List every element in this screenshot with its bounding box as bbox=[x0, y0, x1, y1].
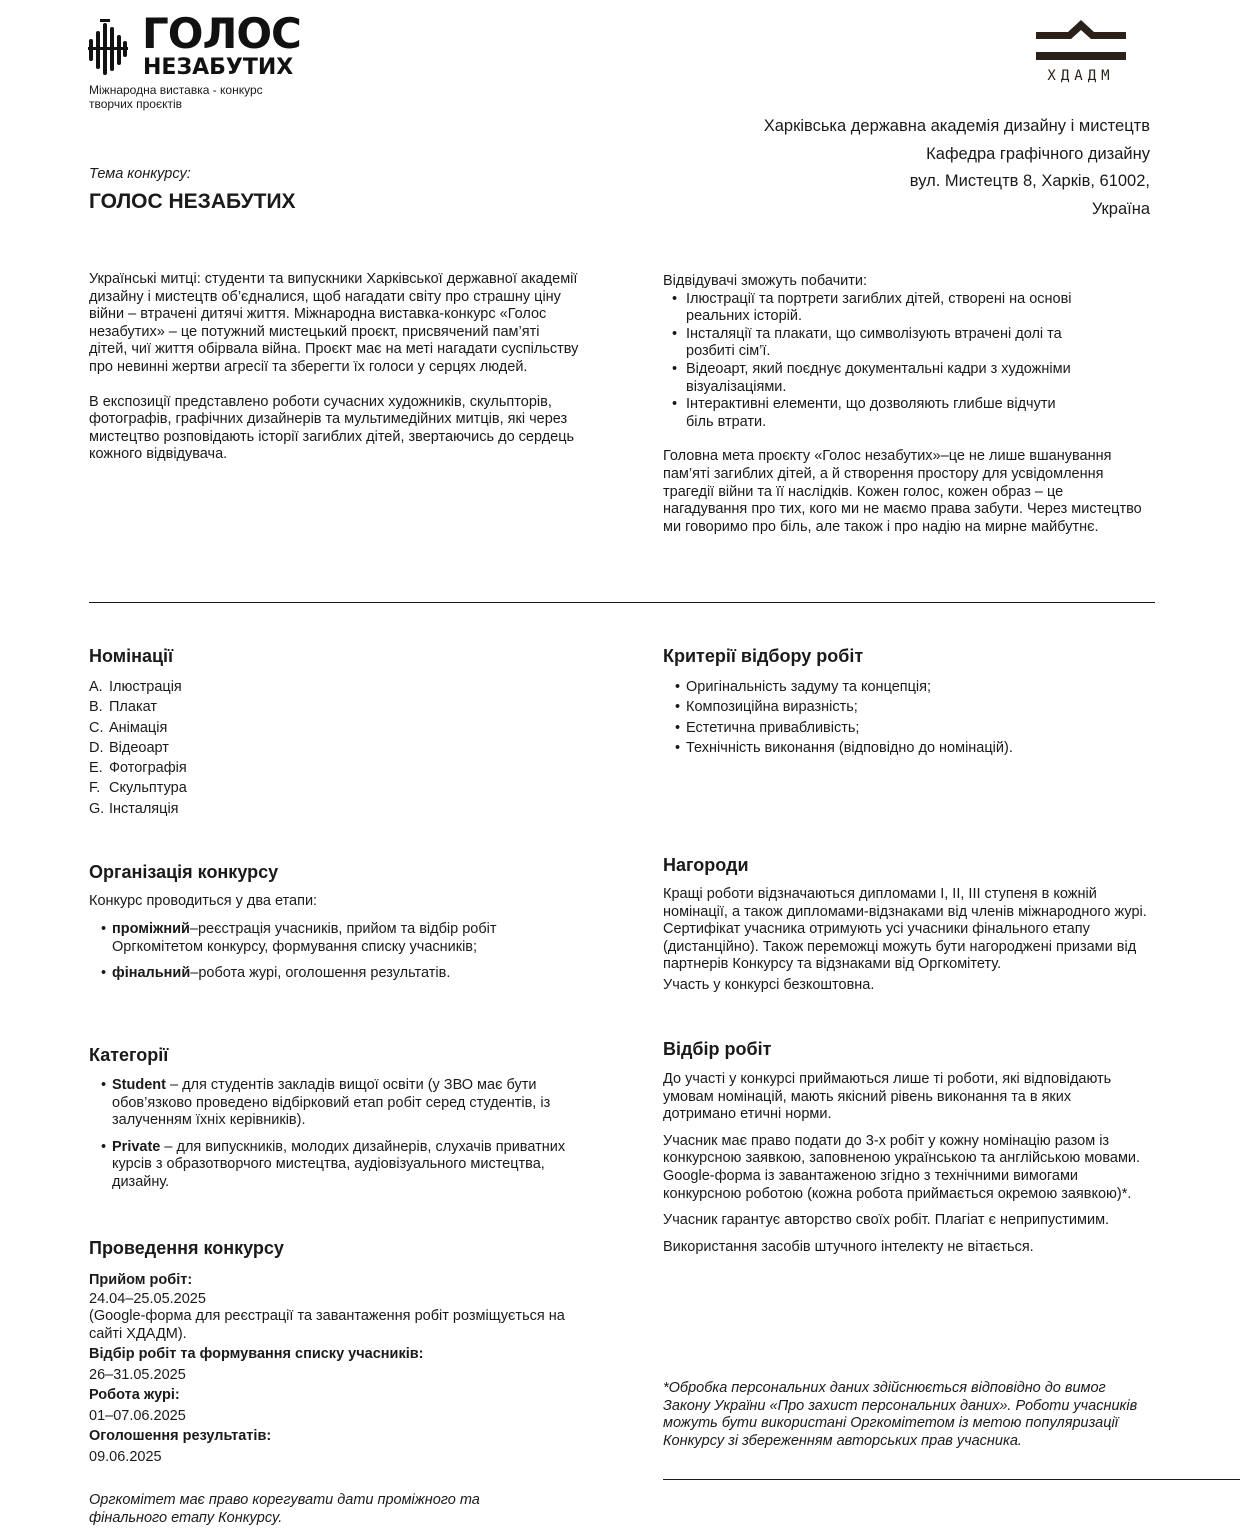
personal-data-footnote: *Обробка персональних даних здійснюється відповідно до вимог Закону України «Про захист персональних даних». Роботи учасників можуть бути використані Оргкомітетом із метою популяризації Конкурсу зі збереженням авторських прав учасника. bbox=[663, 1380, 1138, 1449]
list-item: • Private – для випускників, молодих дизайнерів, слухачів приватних курсів з образотворчого мистецтва, аудіовізуального мистецтва, дизайну. bbox=[101, 1139, 566, 1192]
voice-logo bbox=[88, 9, 328, 82]
selection-paragraph-4: Учасник гарантує авторство своїх робіт. Плагіат є неприпустимим. bbox=[663, 1212, 1110, 1229]
intro-left bbox=[89, 271, 579, 464]
list-item: • Student – для студентів закладів вищої освіти (у ЗВО має бути обов’язково проведено відбірковий етап робіт серед студентів, із залученням їхніх керівників). bbox=[101, 1077, 566, 1130]
schedule-note: Оргкомітет має право корегувати дати проміжного та фінального етапу Конкурсу. bbox=[89, 1492, 480, 1526]
address-line1: Харківська державна академія дизайну і мистецтв bbox=[763, 117, 1150, 135]
list-item: C. Анімація bbox=[89, 719, 168, 736]
organization-title: Організація конкурсу bbox=[89, 862, 279, 882]
intro-paragraph-1: Українські митці: студенти та випускники Харківської державної академії дизайну і мистецтв об’єдналися, щоб нагадати світу про страшну ціну війни – втрачені дитячі життя. Міжнародна виставка-конкурс «Голос незабутих» – це потужний мистецький проєкт, присвячений пам’яті дітей, чиї життя обірвала війна. Проєкт має на меті нагадати суспільству про невинні жертви агресії та зберегти їх голоси у серцях людей. bbox=[89, 271, 579, 375]
list-item: • Відеоарт, який поєднує документальні кадри з художніми візуалізаціями. bbox=[663, 361, 1083, 396]
categories-list bbox=[101, 1077, 566, 1192]
awards-paragraph: Кращі роботи відзначаються дипломами І, ІІ, ІІІ ступеня в кожній номінації, а також дипломами-відзнаками від членів міжнародного журі. Сертифікат учасника отримують усі учасники фінального етапу (дистанційно). Також переможці можуть бути нагороджені призами від партнерів Конкурсу та відзнаками від Оргкомітету. bbox=[663, 886, 1147, 973]
divider-main bbox=[89, 602, 1155, 603]
list-item: • Естетична привабливість; bbox=[675, 718, 1135, 738]
selection-paragraph-5: Використання засобів штучного інтелекту не вітається. bbox=[663, 1238, 1034, 1255]
schedule-label-results: Оголошення результатів: bbox=[89, 1428, 272, 1445]
selection-paragraph-3: Google-форма із завантаженою згідно з технічними вимогами конкурсною роботою (кожна робота приймається окремою заявкою)*. bbox=[663, 1167, 1132, 1202]
schedule-date-results: 09.06.2025 bbox=[89, 1448, 162, 1465]
list-item: G. Інсталяція bbox=[89, 800, 179, 817]
nominations-list bbox=[89, 677, 187, 819]
schedule-title: Проведення конкурсу bbox=[89, 1238, 284, 1258]
theme-title: ГОЛОС НЕЗАБУТИХ bbox=[89, 190, 296, 213]
list-item: • фінальний–робота журі, оголошення результатів. bbox=[101, 965, 551, 983]
free-participation: Участь у конкурсі безкоштовна. bbox=[663, 976, 875, 993]
list-item: E. Фотографія bbox=[89, 760, 187, 777]
microphone-sound-icon bbox=[88, 17, 128, 79]
list-item: • Ілюстрації та портрети загиблих дітей, створені на основі реальних історій. bbox=[663, 291, 1083, 326]
selection-body bbox=[663, 1071, 1143, 1256]
criteria-list bbox=[675, 677, 1135, 758]
list-item: B. Плакат bbox=[89, 699, 157, 716]
awards-body bbox=[663, 886, 1153, 995]
address-line4: Україна bbox=[1091, 199, 1150, 218]
selection-title: Відбір робіт bbox=[663, 1039, 772, 1059]
roof-mark-icon bbox=[1030, 18, 1132, 68]
list-item: • Технічність виконання (відповідно до номінацій). bbox=[675, 738, 1135, 758]
academy-mark-text: ХДАДМ bbox=[1047, 68, 1115, 84]
logo-subtitle: Міжнародна виставка - конкурс творчих проєктів bbox=[89, 83, 263, 111]
organization-intro: Конкурс проводиться у два етапи: bbox=[89, 893, 318, 909]
logo-line1: ГОЛОС bbox=[142, 9, 301, 58]
schedule-label-selection: Відбір робіт та формування списку учасників: bbox=[89, 1346, 424, 1363]
selection-paragraph-2: Учасник має право подати до 3-х робіт у кожну номінацію разом із конкурсною заявкою, заповненою українською та англійською мовами. bbox=[663, 1132, 1141, 1167]
list-item: • проміжний–реєстрація учасників, прийом та відбір робіт Оргкомітетом конкурсу, формування списку учасників; bbox=[101, 921, 551, 956]
logo-line2: НЕЗАБУТИХ bbox=[143, 55, 294, 80]
address-line2: Кафедра графічного дизайну bbox=[926, 144, 1150, 163]
address-block bbox=[764, 113, 1150, 223]
intro-paragraph-2: В експозиції представлено роботи сучасних художників, скульпторів, фотографів, графічних дизайнерів та мультимедійних митців, які через мистецтво розповідають історії загиблих дітей, звертаючись до сердець кожного відвідувача. bbox=[89, 393, 575, 463]
categories-title: Категорії bbox=[89, 1045, 169, 1065]
list-item: D. Відеоарт bbox=[89, 739, 169, 756]
list-item: F. Скульптура bbox=[89, 780, 187, 797]
schedule-note-submission: (Google-форма для реєстрації та завантаження робіт розміщується на сайті ХДАДМ). bbox=[89, 1308, 565, 1342]
visitors-intro: Відвідувачі зможуть побачити: bbox=[663, 273, 867, 289]
theme-label: Тема конкурсу: bbox=[89, 166, 191, 182]
intro-right bbox=[663, 273, 1143, 536]
list-item: • Композиційна виразність; bbox=[675, 697, 1135, 717]
schedule-date-selection: 26–31.05.2025 bbox=[89, 1366, 186, 1383]
schedule-date-jury: 01–07.06.2025 bbox=[89, 1407, 186, 1424]
list-item: A. Ілюстрація bbox=[89, 679, 182, 695]
goal-paragraph: Головна мета проєкту «Голос незабутих»–це не лише вшанування пам’яті загиблих дітей, а й створення простору для усвідомлення трагедії війни та її наслідків. Кожен голос, кожен образ – це нагадування про тих, кого ми не маємо права забути. Через мистецтво ми говоримо про біль, але також і про надію на мирне майбутнє. bbox=[663, 448, 1142, 535]
awards-title: Нагороди bbox=[663, 855, 749, 875]
schedule-label-submission: Прийом робіт: bbox=[89, 1272, 193, 1288]
stages-list bbox=[101, 921, 551, 983]
address-line3: вул. Мистецтв 8, Харків, 61002, bbox=[909, 172, 1150, 190]
academy-logo bbox=[1030, 18, 1132, 90]
criteria-title: Критерії відбору робіт bbox=[663, 646, 864, 666]
schedule-label-jury: Робота журі: bbox=[89, 1387, 180, 1404]
selection-paragraph-1: До участі у конкурсі приймаються лише ті роботи, які відповідають умовам номінацій, мають якісний рівень виконання та в яких дотримано етичні норми. bbox=[663, 1071, 1112, 1123]
list-item: • Інсталяції та плакати, що символізують втрачені долі та розбиті сім’ї. bbox=[663, 326, 1083, 361]
list-item: • Інтерактивні елементи, що дозволяють глибше відчути біль втрати. bbox=[663, 396, 1083, 431]
visitors-list bbox=[663, 291, 1083, 432]
nominations-title: Номінації bbox=[89, 646, 174, 666]
schedule-date-submission: 24.04–25.05.2025 bbox=[89, 1290, 206, 1307]
divider-footnote bbox=[663, 1479, 1240, 1480]
schedule-body bbox=[89, 1271, 589, 1466]
list-item: • Оригінальність задуму та концепція; bbox=[675, 677, 1135, 697]
